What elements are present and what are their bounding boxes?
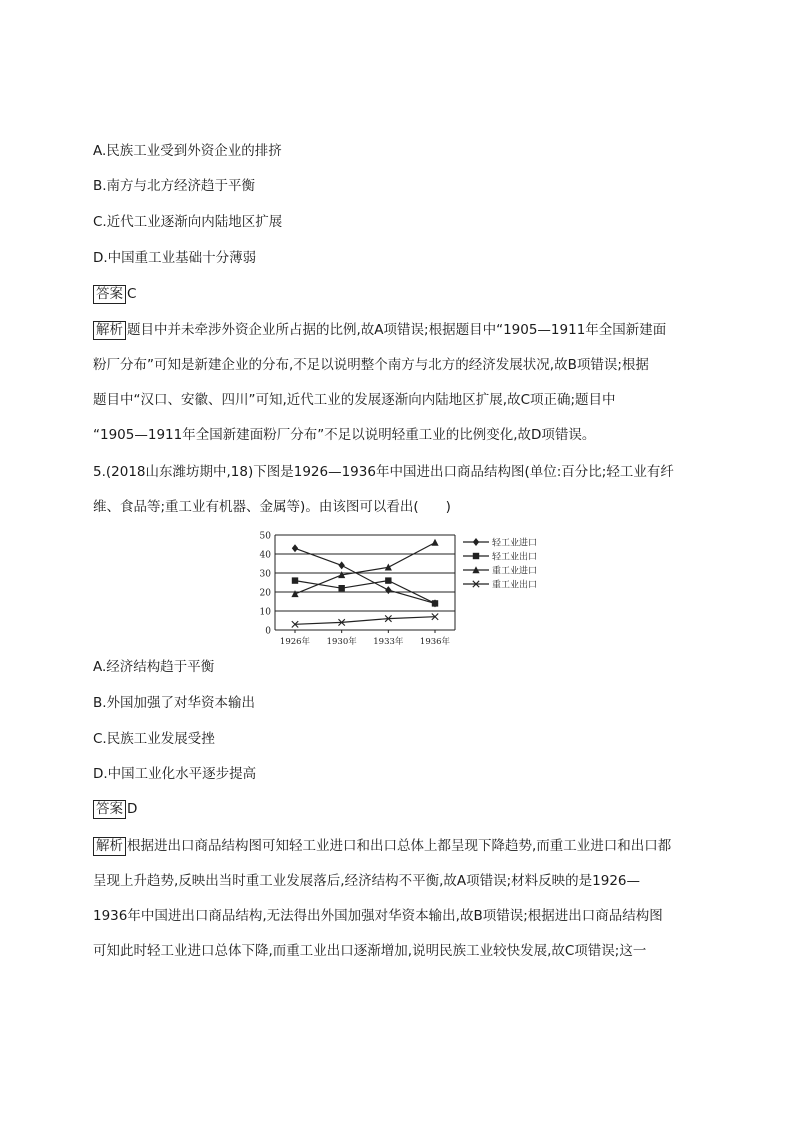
stem-line: 5.(2018山东潍坊期中,18)下图是1926—1936年中国进出口商品结构图(单位:百分比;轻工业有纤	[93, 464, 674, 480]
answer-tag: 答案	[93, 285, 126, 304]
q4-option-b: B.南方与北方经济趋于平衡	[93, 178, 256, 194]
analysis-text: 题目中并未牵涉外资企业所占据的比例,故A项错误;根据题目中“1905—1911年全国新建面	[127, 322, 667, 338]
q5-analysis	[93, 829, 693, 969]
q4-analysis	[93, 313, 693, 453]
analysis-line	[93, 313, 693, 348]
legend-label: 重工业出口	[492, 580, 538, 591]
q5-option-b: B.外国加强了对华资本输出	[93, 695, 256, 711]
q4-option-d: D.中国重工业基础十分薄弱	[93, 250, 257, 266]
y-tick-label: 40	[259, 550, 271, 561]
data-point	[292, 577, 298, 583]
data-point	[291, 590, 298, 597]
x-tick-label: 1936年	[419, 637, 451, 647]
q5-option-a: A.经济结构趋于平衡	[93, 659, 215, 675]
x-tick-label: 1926年	[279, 637, 311, 647]
data-point	[432, 600, 438, 606]
y-tick-label: 50	[259, 531, 271, 542]
y-tick-label: 20	[259, 588, 271, 599]
analysis-line: 1936年中国进出口商品结构,无法得出外国加强对华资本输出,故B项错误;根据进出口商品结构图	[93, 908, 663, 924]
q5-option-c: C.民族工业发展受挫	[93, 731, 215, 747]
x-tick-label: 1933年	[373, 637, 404, 647]
series-line	[295, 543, 435, 594]
q4-option-a: A.民族工业受到外资企业的排挤	[93, 143, 282, 159]
analysis-line: 呈现上升趋势,反映出当时重工业发展落后,经济结构不平衡,故A项错误;材料反映的是1926—	[93, 873, 641, 889]
answer-tag: 答案	[93, 800, 126, 819]
y-tick-label: 10	[259, 607, 271, 618]
analysis-line: 题目中“汉口、安徽、四川”可知,近代工业的发展逐渐向内陆地区扩展,故C项正确;题目中	[93, 392, 616, 408]
analysis-line: 可知此时轻工业进口总体下降,而重工业出口逐渐增加,说明民族工业较快发展,故C项错误;这一	[93, 943, 647, 959]
legend-label: 轻工业出口	[492, 552, 538, 563]
analysis-line: 粉厂分布”可知是新建企业的分布,不足以说明整个南方与北方的经济发展状况,故B项错误;根据	[93, 357, 649, 373]
q4-answer	[93, 284, 136, 304]
answer-value: C	[127, 286, 137, 302]
data-point	[385, 564, 392, 571]
legend-label: 重工业进口	[492, 566, 538, 577]
series-line	[295, 617, 435, 625]
q4-option-c: C.近代工业逐渐向内陆地区扩展	[93, 214, 283, 230]
analysis-line	[93, 829, 693, 864]
data-point	[431, 539, 438, 546]
import-export-structure-chart	[250, 530, 550, 650]
q5-option-d: D.中国工业化水平逐步提高	[93, 766, 257, 782]
legend-marker	[473, 553, 479, 559]
data-point	[385, 586, 391, 594]
x-tick-label: 1930年	[326, 637, 357, 647]
series-line	[295, 548, 435, 603]
y-tick-label: 30	[259, 569, 271, 580]
y-tick-label: 0	[265, 626, 271, 637]
analysis-text: 根据进出口商品结构图可知轻工业进口和出口总体上都呈现下降趋势,而重工业进口和出口都	[127, 838, 672, 854]
data-point	[385, 577, 391, 583]
data-point	[338, 561, 344, 569]
analysis-line: “1905—1911年全国新建面粉厂分布”不足以说明轻重工业的比例变化,故D项错误。	[93, 427, 596, 443]
analysis-tag: 解析	[93, 837, 126, 856]
data-point	[338, 585, 344, 591]
q5-answer	[93, 799, 137, 819]
legend-marker	[473, 538, 479, 546]
q5-stem	[93, 455, 693, 525]
legend-label: 轻工业进口	[492, 538, 538, 549]
stem-line: 维、食品等;重工业有机器、金属等)。由该图可以看出( )	[93, 499, 451, 515]
data-point	[292, 544, 298, 552]
analysis-tag: 解析	[93, 321, 126, 340]
answer-value: D	[127, 801, 138, 817]
